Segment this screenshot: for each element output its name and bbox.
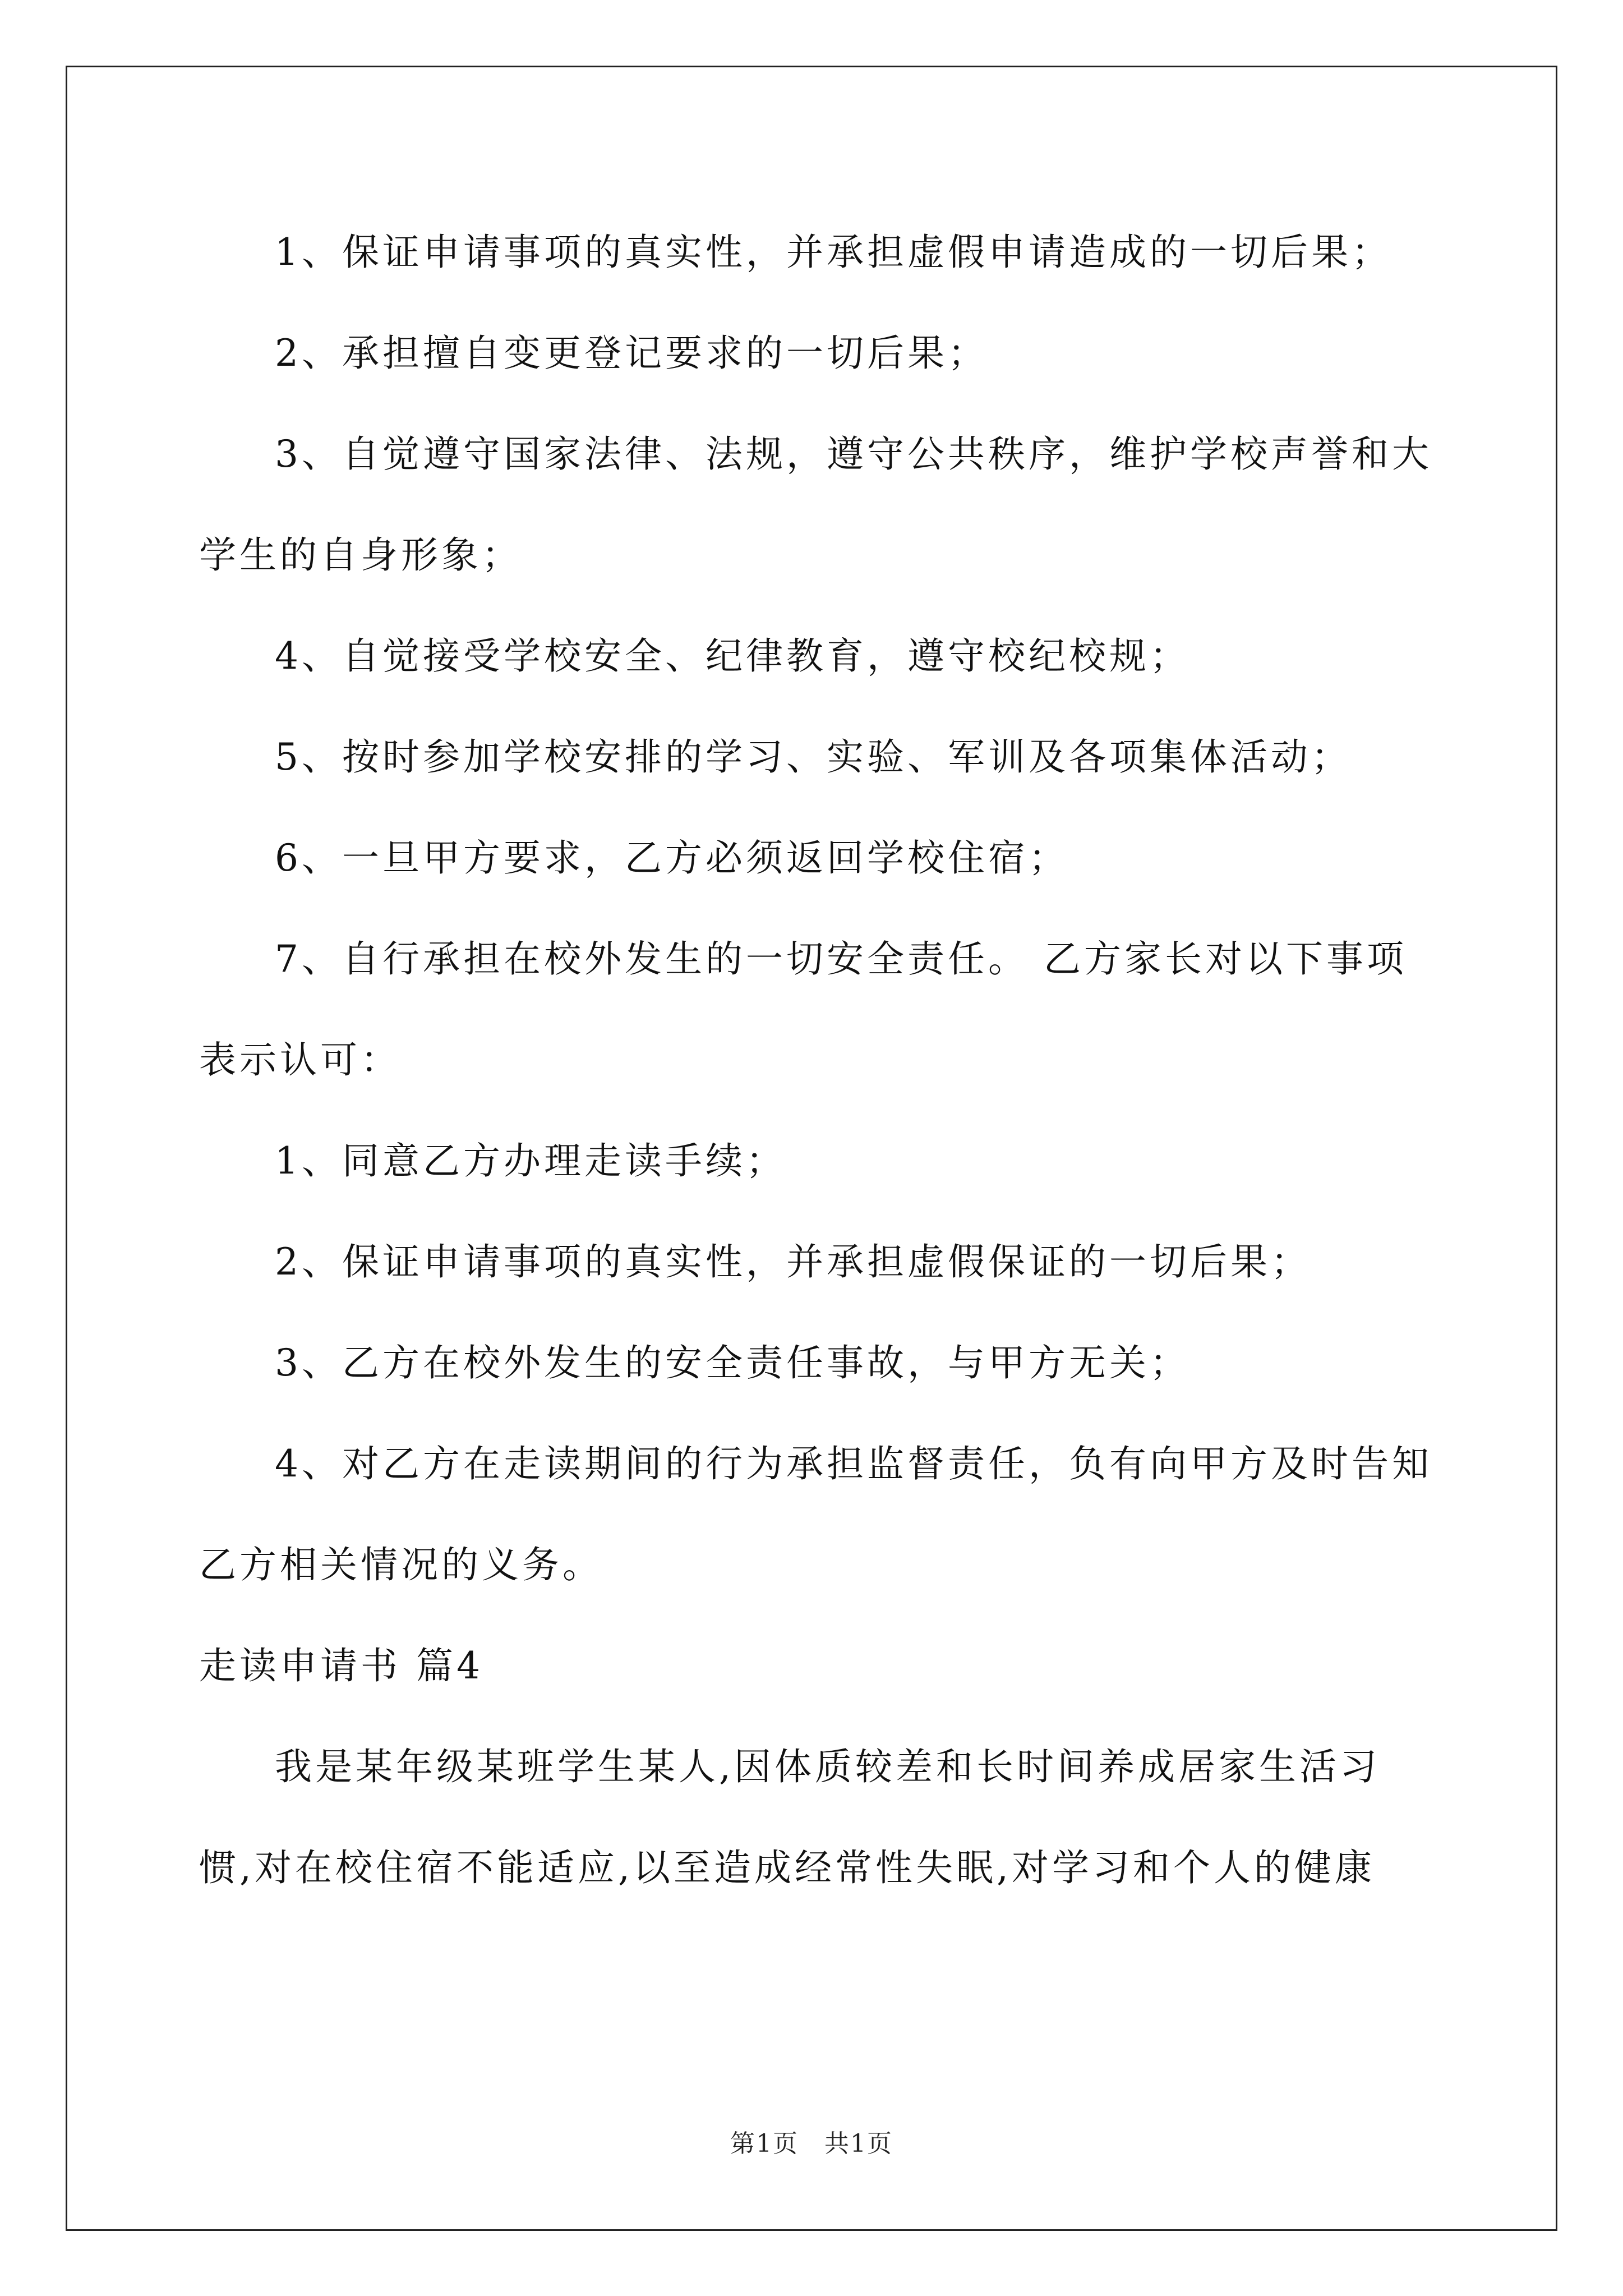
text-line: 3、自觉遵守国家法律、法规，遵守公共秩序，维护学校声誉和大	[275, 432, 1432, 476]
text-line: 表示认可：	[199, 1038, 401, 1082]
text-line: 5、按时参加学校安排的学习、实验、军训及各项集体活动；	[275, 735, 1352, 779]
text-line: 2、保证申请事项的真实性，并承担虚假保证的一切后果；	[275, 1240, 1311, 1283]
text-line: 6、一旦甲方要求，乙方必须返回学校住宿；	[275, 836, 1069, 880]
text-line: 学生的自身形象；	[199, 533, 522, 577]
text-line: 乙方相关情况的义务。	[199, 1543, 603, 1586]
text-line: 惯,对在校住宿不能适应,以至造成经常性失眠,对学习和个人的健康	[199, 1846, 1375, 1889]
text-line: 1、同意乙方办理走读手续；	[275, 1139, 786, 1182]
text-line: 4、自觉接受学校安全、纪律教育，遵守校纪校规；	[275, 634, 1190, 678]
text-line: 2、承担擅自变更登记要求的一切后果；	[275, 332, 988, 375]
text-line: 1、保证申请事项的真实性，并承担虚假申请造成的一切后果；	[275, 231, 1392, 274]
text-line: 7、自行承担在校外发生的一切安全责任。 乙方家长对以下事项	[275, 937, 1407, 981]
text-line: 3、乙方在校外发生的安全责任事故，与甲方无关；	[275, 1341, 1190, 1384]
text-line: 我是某年级某班学生某人,因体质较差和长时间养成居家生活习	[275, 1745, 1380, 1788]
section-heading: 走读申请书 篇4	[199, 1644, 483, 1687]
text-line: 4、对乙方在走读期间的行为承担监督责任，负有向甲方及时告知	[275, 1442, 1432, 1485]
page-footer: 第1页 共1页	[730, 2129, 893, 2158]
